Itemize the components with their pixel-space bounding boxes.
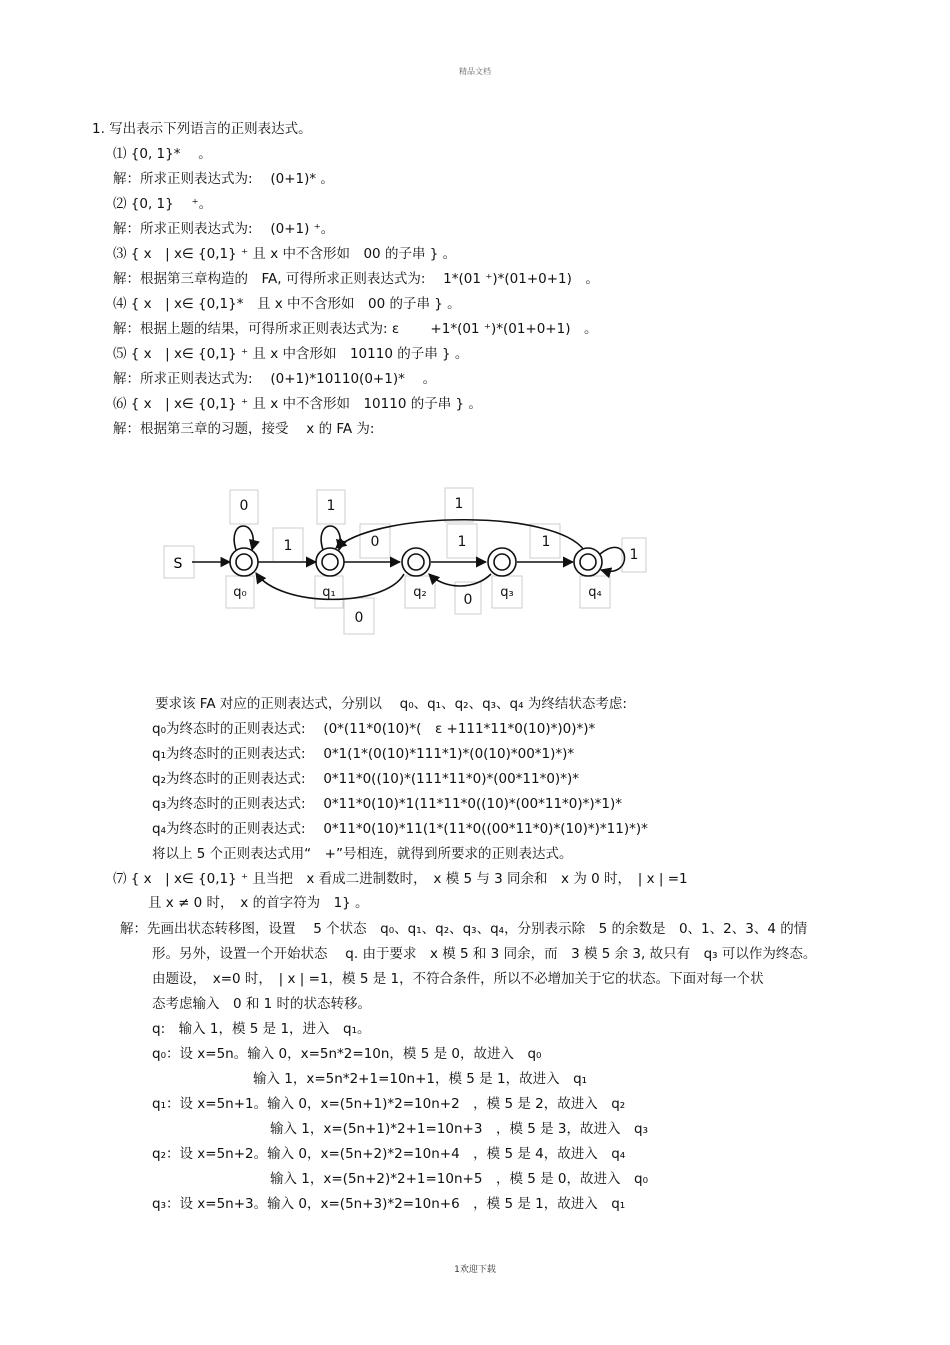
edge-label: 1 xyxy=(457,534,467,550)
question-title: 1. 写出表示下列语言的正则表达式。 xyxy=(92,121,312,137)
answer-6: 解：根据第三章的习题，接受 x 的 FA 为: xyxy=(113,421,375,437)
transition-q0-a: q₀：设 x=5n。输入 0，x=5n*2=10n，模 5 是 0，故进入 q₀ xyxy=(152,1046,542,1062)
answer-7-line3: 由题设， x=0 时， | x | =1，模 5 是 1，不符合条件，所以不必增加关于它的状态。下面对每一个状 xyxy=(152,971,764,987)
regex-combine: 将以上 5 个正则表达式用“ +”号相连，就得到所要求的正则表达式。 xyxy=(152,846,573,862)
edge-label: 1 xyxy=(454,496,464,512)
state-label-q0: q₀ xyxy=(233,585,247,600)
answer-7-line4: 态考虑输入 0 和 1 时的状态转移。 xyxy=(152,996,372,1012)
edge-label: 0 xyxy=(354,610,364,626)
transition-q2-a: q₂：设 x=5n+2。输入 0，x=(5n+2)*2=10n+4 ，模 5 是 4，故进入 q₄ xyxy=(152,1146,626,1162)
state-q4-inner xyxy=(580,554,596,570)
edge-label: 1 xyxy=(629,547,639,563)
item-6: ⑹ { x | x∈ {0,1} ⁺ 且 x 中不含形如 10110 的子串 } 。 xyxy=(113,396,482,412)
item-2: ⑵ {0, 1} ⁺。 xyxy=(113,196,213,212)
item-5: ⑸ { x | x∈ {0,1} ⁺ 且 x 中含形如 10110 的子串 } 。 xyxy=(113,346,469,362)
state-label-q1: q₁ xyxy=(322,585,336,600)
item-7-cont: 且 x ≠ 0 时， x 的首字符为 1} 。 xyxy=(148,895,369,911)
item-3: ⑶ { x | x∈ {0,1} ⁺ 且 x 中不含形如 00 的子串 } 。 xyxy=(113,246,457,262)
answer-7: 解：先画出状态转移图，设置 5 个状态 q₀、q₁、q₂、q₃、q₄，分别表示除 5 的余数是 0、1、2、3、4 的情 xyxy=(120,921,808,937)
edge-label: 0 xyxy=(239,498,249,514)
item-7: ⑺ { x | x∈ {0,1} ⁺ 且当把 x 看成二进制数时， x 模 5 与 3 同余和 x 为 0 时， | x | =1 xyxy=(113,871,688,887)
transition-q1-b: 输入 1，x=(5n+1)*2+1=10n+3 ，模 5 是 3，故进入 q₃ xyxy=(270,1121,648,1137)
regex-q4: q₄为终态时的正则表达式: 0*11*0(10)*11(1*(11*0((00*11*0)*(10)*)*11)*)* xyxy=(152,821,648,837)
edge-label: 1 xyxy=(541,534,551,550)
fa-diagram xyxy=(160,480,660,640)
transition-q1-a: q₁：设 x=5n+1。输入 0，x=(5n+1)*2=10n+2 ，模 5 是 2，故进入 q₂ xyxy=(152,1096,626,1112)
loop-q0 xyxy=(234,526,253,550)
loop-q4 xyxy=(600,547,625,571)
regex-q3: q₃为终态时的正则表达式: 0*11*0(10)*1(11*11*0((10)*(00*11*0)*)*1)* xyxy=(152,796,623,812)
regex-q1: q₁为终态时的正则表达式: 0*1(1*(0(10)*111*1)*(0(10)*00*1)*)* xyxy=(152,746,575,762)
answer-1: 解：所求正则表达式为: (0+1)* 。 xyxy=(113,171,334,187)
page-footer: 1欢迎下载 xyxy=(454,1265,496,1275)
regex-q2: q₂为终态时的正则表达式: 0*11*0((10)*(111*11*0)*(00*11*0)*)* xyxy=(152,771,579,787)
edge-label: 1 xyxy=(283,538,293,554)
edge-label: 0 xyxy=(463,592,473,608)
state-q0-inner xyxy=(236,554,252,570)
state-q1-inner xyxy=(322,554,338,570)
edge-label: 1 xyxy=(326,498,336,514)
start-label: S xyxy=(173,556,183,572)
page-header: 精品文档 xyxy=(459,67,491,76)
state-q3-inner xyxy=(494,554,510,570)
transition-q3-a: q₃：设 x=5n+3。输入 0，x=(5n+3)*2=10n+6 ，模 5 是 1，故进入 q₁ xyxy=(152,1196,626,1212)
state-label-q3: q₃ xyxy=(500,585,514,600)
fa-intro: 要求该 FA 对应的正则表达式，分别以 q₀、q₁、q₂、q₃、q₄ 为终结状态考虑: xyxy=(155,696,627,712)
answer-5: 解：所求正则表达式为: (0+1)*10110(0+1)* 。 xyxy=(113,371,437,387)
state-label-q2: q₂ xyxy=(413,585,427,600)
edge-q3-q2 xyxy=(429,574,491,586)
answer-4: 解：根据上题的结果，可得所求正则表达式为: ε +1*(01 ⁺)*(01+0+1) 。 xyxy=(113,321,598,337)
regex-q0: q₀为终态时的正则表达式: (0*(11*0(10)*( ε +111*11*0(10)*)0)*)* xyxy=(152,721,596,737)
answer-2: 解：所求正则表达式为: (0+1) ⁺。 xyxy=(113,221,335,237)
edge-label: 0 xyxy=(370,534,380,550)
item-4: ⑷ { x | x∈ {0,1}* 且 x 中不含形如 00 的子串 } 。 xyxy=(113,296,461,312)
state-q2-inner xyxy=(408,554,424,570)
answer-7-line2: 形。另外，设置一个开始状态 q. 由于要求 x 模 5 和 3 同余，而 3 模 5 余 3, 故只有 q₃ 可以作为终态。 xyxy=(152,946,817,962)
state-label-q4: q₄ xyxy=(588,585,602,600)
item-1: ⑴ {0, 1}* 。 xyxy=(113,146,212,162)
transition-q0-b: 输入 1，x=5n*2+1=10n+1，模 5 是 1，故进入 q₁ xyxy=(253,1071,588,1087)
transition-q: q: 输入 1，模 5 是 1，进入 q₁。 xyxy=(152,1021,371,1037)
transition-q2-b: 输入 1，x=(5n+2)*2+1=10n+5 ，模 5 是 0，故进入 q₀ xyxy=(270,1171,648,1187)
answer-3: 解：根据第三章构造的 FA, 可得所求正则表达式为: 1*(01 ⁺)*(01+0+1) 。 xyxy=(113,271,599,287)
